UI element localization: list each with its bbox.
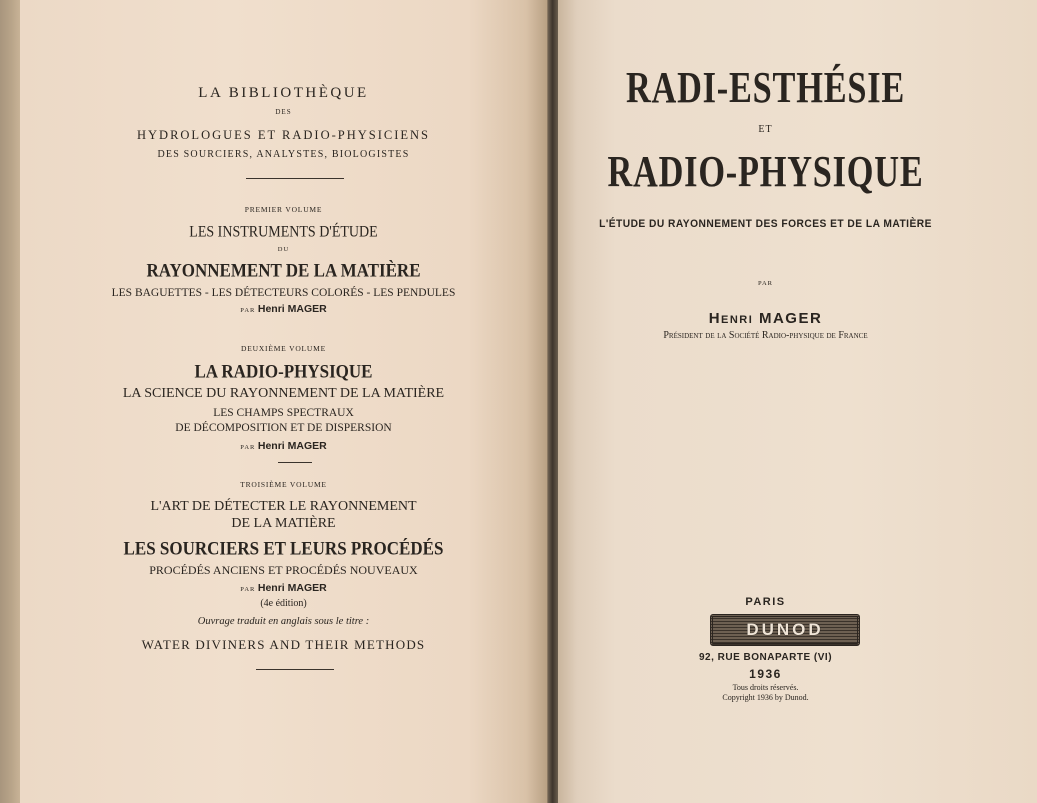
- volume3-author: Henri MAGER: [257, 582, 327, 594]
- volume3-edition: (4e édition): [260, 598, 307, 609]
- volume3-label: TROISIÈME VOLUME: [240, 480, 327, 489]
- volume2-par: PAR: [240, 444, 256, 451]
- library-des: DES: [275, 108, 292, 116]
- english-title: WATER DIVINERS AND THEIR METHODS: [141, 637, 426, 652]
- volume2-line1: LA SCIENCE DU RAYONNEMENT DE LA MATIÈRE: [122, 386, 445, 401]
- publisher-name: DUNOD: [746, 620, 824, 639]
- volume1-du: DU: [277, 246, 290, 253]
- main-title-line2: RADIO-PHYSIQUE: [607, 147, 924, 196]
- volume2-label: DEUXIÈME VOLUME: [241, 344, 326, 353]
- volume3-line1: L'ART DE DÉTECTER LE RAYONNEMENT: [150, 499, 417, 514]
- rights-notice: Tous droits réservés.: [732, 683, 799, 692]
- divider-2: [278, 462, 312, 463]
- translation-note: Ouvrage traduit en anglais sous le titre :: [197, 616, 370, 627]
- volume2-line3: DE DÉCOMPOSITION ET DE DISPERSION: [175, 422, 392, 434]
- volume3-title-main: LES SOURCIERS ET LEURS PROCÉDÉS: [123, 538, 444, 559]
- volume2-title-main: LA RADIO-PHYSIQUE: [194, 361, 373, 382]
- volume3-line3: PROCÉDÉS ANCIENS ET PROCÉDÉS NOUVEAUX: [149, 563, 418, 577]
- volume3-par: PAR: [240, 586, 256, 593]
- left-page: [20, 0, 548, 803]
- publisher-address: 92, RUE BONAPARTE (VI): [698, 652, 833, 663]
- volume3-byline: [20, 583, 547, 594]
- divider-3: [256, 669, 334, 670]
- volume2-byline: [20, 441, 547, 452]
- main-subtitle: L'ÉTUDE DU RAYONNEMENT DES FORCES ET DE LA MATIÈRE: [599, 218, 932, 230]
- volume1-title-main: RAYONNEMENT DE LA MATIÈRE: [146, 260, 421, 281]
- divider-1: [246, 178, 344, 179]
- library-line-1: HYDROLOGUES ET RADIO-PHYSICIENS: [136, 128, 431, 142]
- library-title: LA BIBLIOTHÈQUE: [198, 85, 369, 101]
- right-author: Henri MAGER: [708, 310, 823, 327]
- volume1-title-line1: LES INSTRUMENTS D'ÉTUDE: [189, 224, 378, 241]
- volume1-label: PREMIER VOLUME: [244, 205, 323, 214]
- volume1-par: PAR: [240, 307, 256, 314]
- library-line-2: DES SOURCIERS, ANALYSTES, BIOLOGISTES: [157, 149, 410, 160]
- main-title-line1: RADI-ESTHÉSIE: [625, 63, 906, 112]
- volume3-line2: DE LA MATIÈRE: [231, 516, 336, 531]
- volume1-byline: [20, 304, 547, 315]
- publication-year: 1936: [749, 667, 782, 681]
- publisher-city: PARIS: [745, 596, 786, 608]
- right-par: PAR: [757, 280, 774, 287]
- copyright-notice: Copyright 1936 by Dunod.: [722, 693, 809, 702]
- volume1-author: Henri MAGER: [257, 303, 327, 315]
- volume2-line2: LES CHAMPS SPECTRAUX: [213, 407, 354, 419]
- book-gutter: [548, 0, 558, 803]
- author-role: Président de la Société Radio-physique de France: [663, 330, 868, 341]
- publisher-logo: [710, 614, 860, 646]
- main-title-et: ET: [758, 124, 773, 135]
- right-page: [558, 0, 1037, 803]
- volume2-author: Henri MAGER: [257, 440, 327, 452]
- volume1-subtitle: LES BAGUETTES - LES DÉTECTEURS COLORÉS - LES PENDULES: [111, 287, 456, 299]
